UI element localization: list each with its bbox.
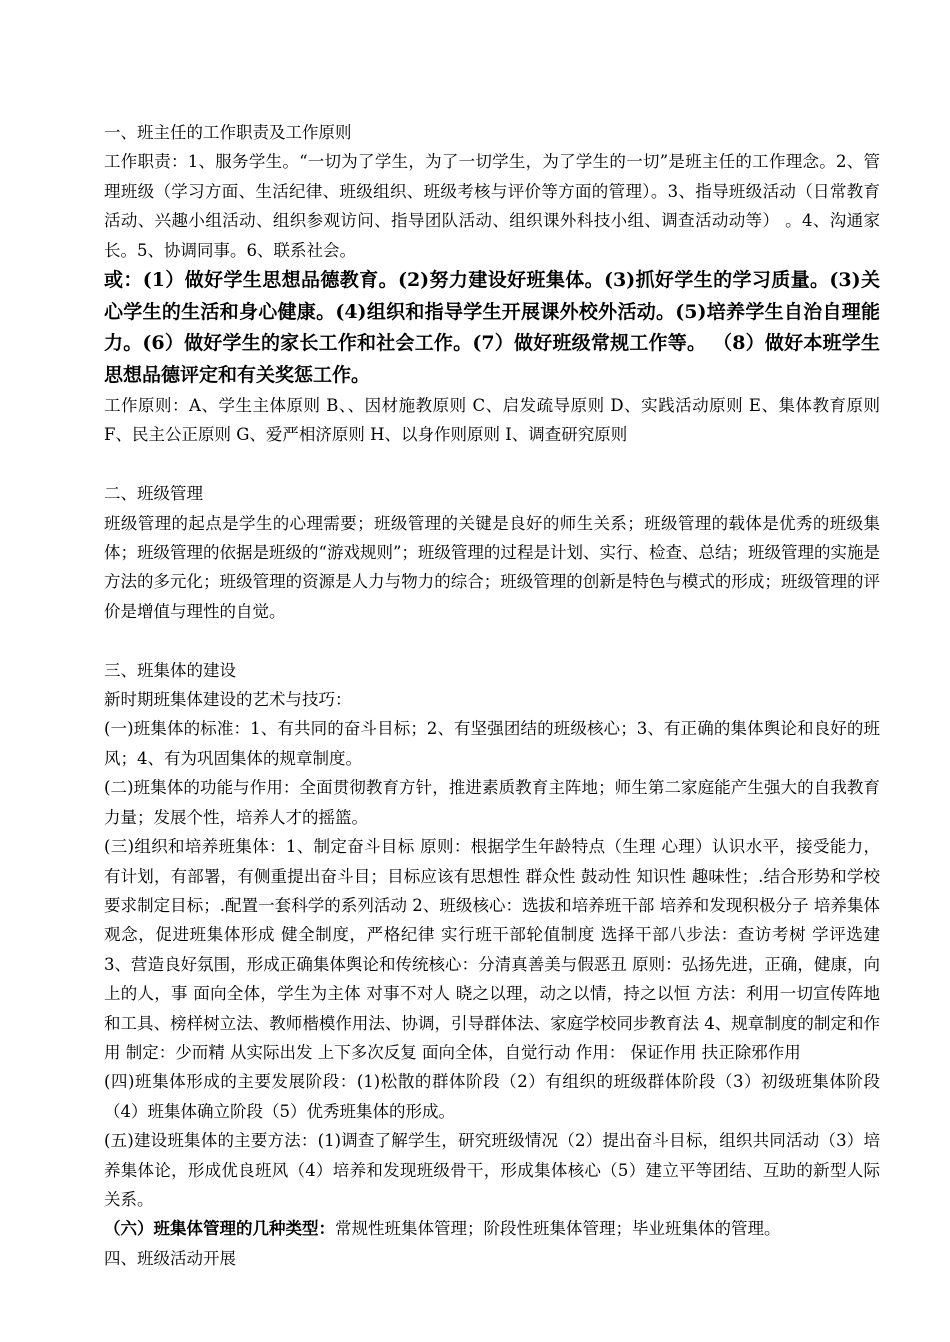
section-3-item-4: (四)班集体形成的主要发展阶段：(1)松散的群体阶段（2）有组织的班级群体阶段（3）初级班集体阶段（4）班集体确立阶段（5）优秀班集体的形成。 [104, 1072, 880, 1121]
section-3-item-2: (二)班集体的功能与作用：全面贯彻教育方针，推进素质教育主阵地；师生第二家庭能产生强大的自我教育力量；发展个性，培养人才的摇篮。 [104, 778, 880, 827]
blank-line [104, 626, 880, 655]
section-2-heading: 二、班级管理 [104, 484, 203, 504]
section-3-intro: 新时期班集体建设的艺术与技巧： [104, 690, 352, 710]
section-3-item-6 [104, 1214, 880, 1243]
section-1-duties: 工作职责：1、服务学生。“一切为了学生，为了一切学生，为了学生的一切”是班主任的工作理念。2、管理班级（学习方面、生活纪律、班级组织、班级考核与评价等方面的管理）。3、指导班级活动（日常教育活动、兴趣小组活动、组织参观访问、指导团队活动、组织课外科技小组、调查活动动等） 。4、沟通家长。5、协调同事。6、联系社会。 [104, 152, 880, 260]
section-2-body: 班级管理的起点是学生的心理需要；班级管理的关键是良好的师生关系；班级管理的载体是优秀的班级集体；班级管理的依据是班级的“游戏规则”；班级管理的过程是计划、实行、检查、总结；班级管理的实施是方法的多元化；班级管理的资源是人力与物力的综合；班级管理的创新是特色与模式的形成；班级管理的评价是增值与理性的自觉。 [104, 513, 880, 621]
section-3-item-1: (一)班集体的标准：1、有共同的奋斗目标；2、有坚强团结的班级核心；3、有正确的集体舆论和良好的班风；4、有为巩固集体的规章制度。 [104, 719, 880, 768]
section-1-bold-list: 或：(1）做好学生思想品德教育。(2)努力建设好班集体。(3)抓好学生的学习质量。(3)关心学生的生活和身心健康。(4)组织和指导学生开展课外校外活动。(5)培养学生自治自理能力。(6）做好学生的家长工作和社会工作。(7）做好班级常规工作等。 （8）做好本班学生思想品德评定和有关奖惩工作。 [104, 269, 880, 386]
section-4-heading: 四、班级活动开展 [104, 1248, 236, 1268]
blank-line [104, 450, 880, 479]
section-3-item-6-text: 常规性班集体管理；阶段性班集体管理；毕业班集体的管理。 [335, 1219, 781, 1239]
section-3-item-6-label: （六）班集体管理的几种类型： [104, 1219, 335, 1239]
document-page [104, 118, 880, 1273]
section-3-heading: 三、班集体的建设 [104, 660, 236, 680]
section-3-item-5: (五)建设班集体的主要方法：(1)调查了解学生，研究班级情况（2）提出奋斗目标，组织共同活动（3）培养集体论，形成优良班风（4）培养和发现班级骨干，形成集体核心（5）建立平等团结、互助的新型人际关系。 [104, 1131, 880, 1209]
section-1-heading: 一、班主任的工作职责及工作原则 [104, 123, 352, 142]
section-1-principles: 工作原则：A、学生主体原则 B、、因材施教原则 C、启发疏导原则 D、实践活动原则 E、集体教育原则 F、民主公正原则 G、爱严相济原则 H、以身作则原则 I、调查研究原则 [104, 396, 880, 445]
section-3-item-3: (三)组织和培养班集体：1、制定奋斗目标 原则：根据学生年龄特点（生理 心理）认识水平，接受能力，有计划，有部署，有侧重提出奋斗目；目标应该有思想性 群众性 鼓动性 知识性 趣味性；.结合形势和学校要求制定目标；.配置一套科学的系列活动 2、班级核心：选拔和培养班干部 培养和发现积极分子 培养集体观念，促进班集体形成 健全制度，严格纪律 实行班干部轮值制度 选择干部八步法：查访考树 学评选建 3、营造良好氛围，形成正确集体舆论和传统核心：分清真善美与假恶丑 原则：弘扬先进，正确，健康，向上的人，事 面向全体，学生为主体 对事不对人 晓之以理，动之以情，持之以恒 方法：利用一切宣传阵地和工具、榜样树立法、教师楷模作用法、协调，引导群体法、家庭学校同步教育法 4、规章制度的制定和作用 制定：少而精 从实际出发 上下多次反复 面向全体，自觉行动 作用： 保证作用 扶正除邪作用 [104, 837, 880, 1062]
